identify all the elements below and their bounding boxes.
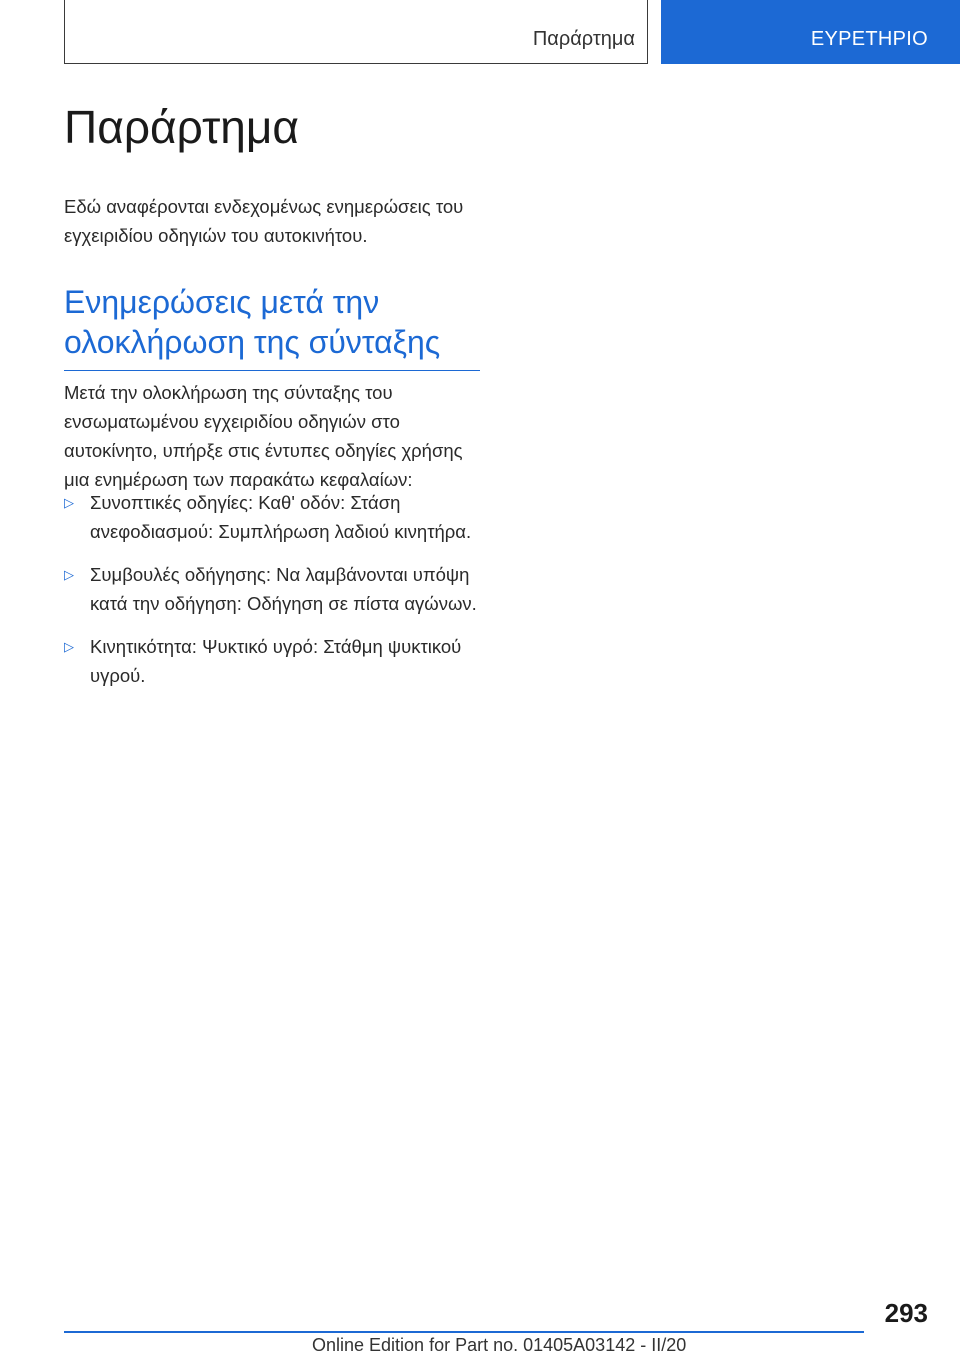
page-title: Παράρτημα [64,101,299,153]
footer-edition: Online Edition for Part no. 01405A03142 - II/20 [312,1335,687,1355]
triangle-right-icon: ▷ [64,639,74,654]
triangle-right-icon: ▷ [64,567,74,582]
bullet-item [64,632,484,690]
header-section-box [64,0,648,64]
bullet-text: Συνοπτικές οδηγίες: Καθ' οδόν: Στάση ανεφοδιασμού: Συμπλήρωση λαδιού κινητήρα. [90,492,472,542]
footer-divider [64,1331,864,1333]
index-tab[interactable] [661,0,960,64]
body-paragraph: Μετά την ολοκλήρωση της σύνταξης του ενσωματωμένου εγχειριδίου οδηγιών στο αυτοκίνητο, υπήρξε στις έντυπες οδηγίες χρήσης μια ενημέρωση των παρακάτω κεφαλαίων: [64,382,463,490]
page-number: 293 [884,1298,928,1328]
section-heading: Ενημερώσεις μετά την ολοκλήρωση της σύνταξης [64,282,480,371]
intro-paragraph: Εδώ αναφέρονται ενδεχομένως ενημερώσεις του εγχειριδίου οδηγιών του αυτοκινήτου. [64,196,464,246]
bullet-text: Συμβουλές οδήγησης: Να λαμβάνονται υπόψη κατά την οδήγηση: Οδήγηση σε πίστα αγώνων. [90,564,477,614]
bullet-text: Κινητικότητα: Ψυκτικό υγρό: Στάθμη ψυκτικού υγρού. [90,636,462,686]
bullet-item [64,560,484,618]
header-section-label: Παράρτημα [532,28,635,50]
bullet-list [64,488,484,704]
triangle-right-icon: ▷ [64,495,74,510]
bullet-item [64,488,484,546]
index-tab-label[interactable]: ΕΥΡΕΤΗΡΙΟ [810,28,928,50]
